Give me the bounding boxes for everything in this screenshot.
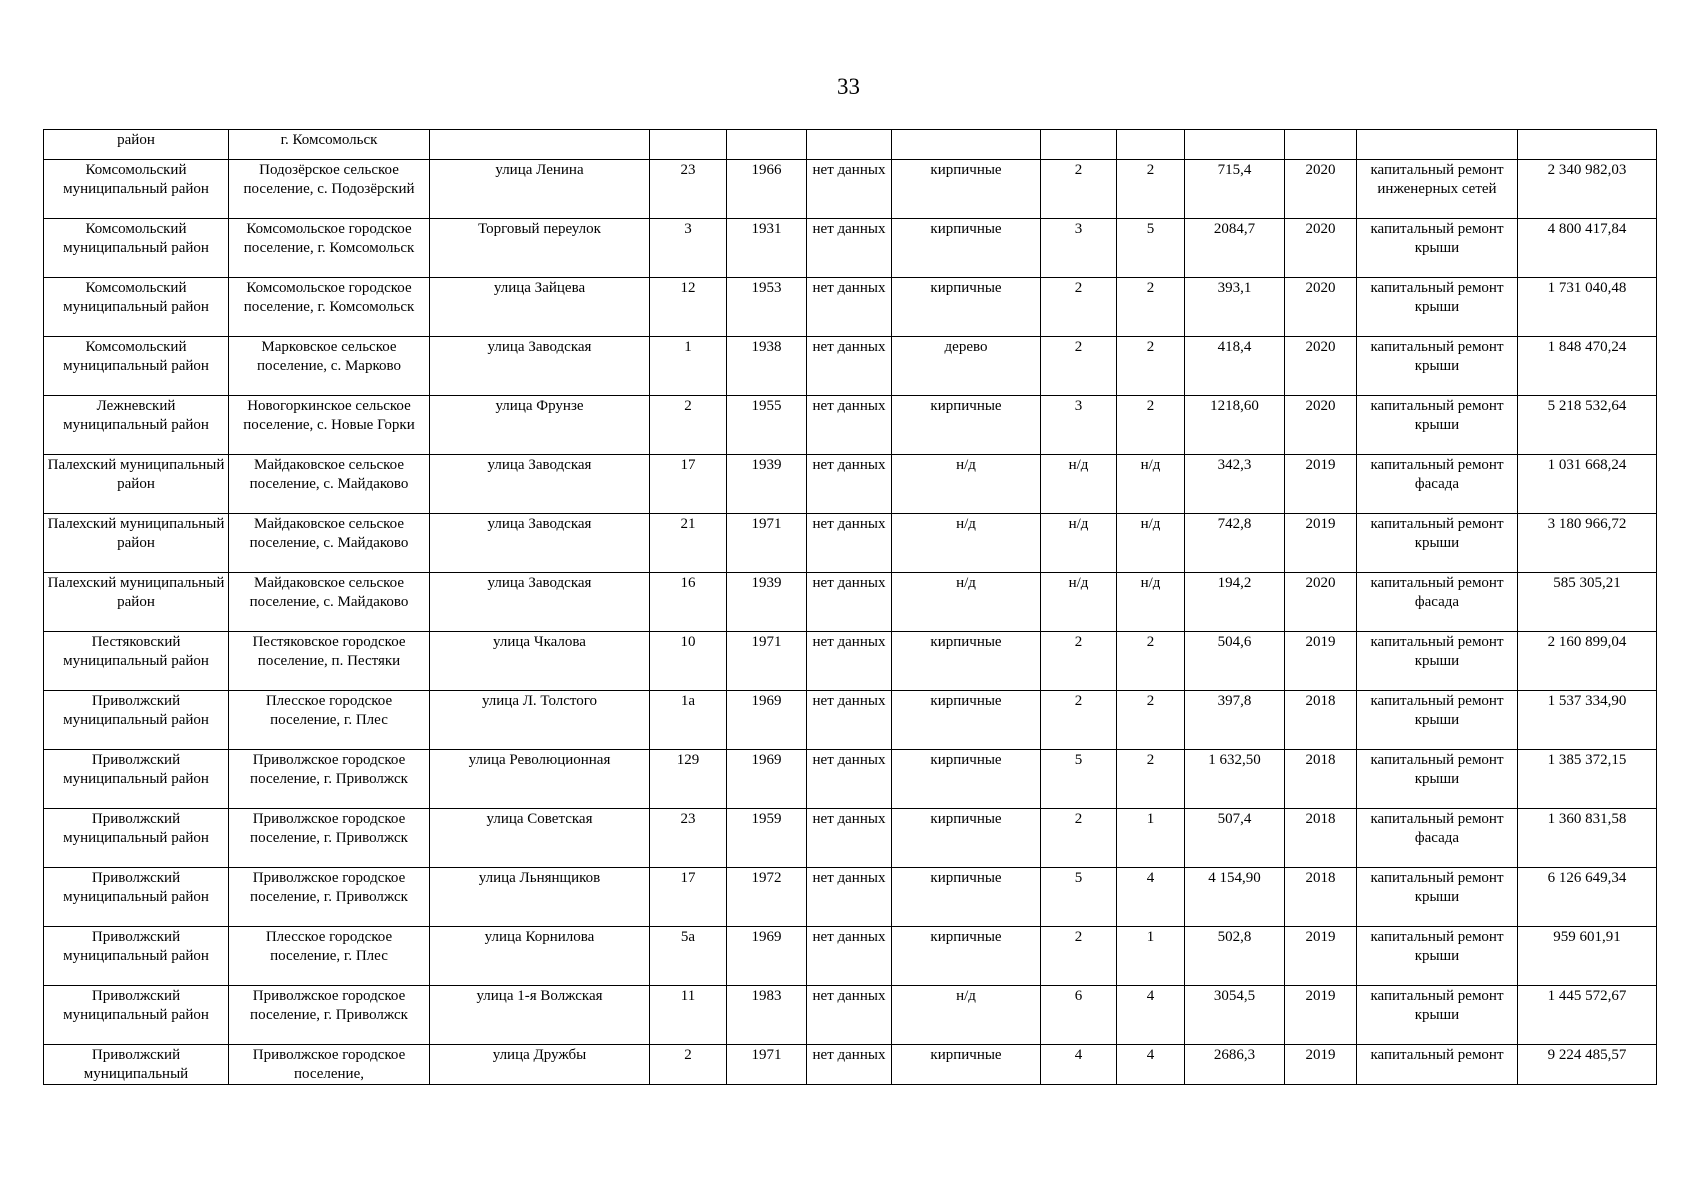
cell-build-year: 1959: [727, 809, 807, 868]
table-row: [44, 278, 1657, 337]
cell-area: 397,8: [1185, 691, 1285, 750]
cell-street: [430, 130, 650, 160]
cell-floors: 2: [1041, 809, 1117, 868]
cell-entrances: 5: [1117, 219, 1185, 278]
cell-wall-material: кирпичные: [892, 278, 1041, 337]
cell-build-year: 1953: [727, 278, 807, 337]
cell-house-number: 129: [650, 750, 727, 809]
cell-entrances: 2: [1117, 632, 1185, 691]
cell-floors: н/д: [1041, 455, 1117, 514]
table-row: [44, 396, 1657, 455]
cell-floors: 2: [1041, 278, 1117, 337]
cell-street: улица Чкалова: [430, 632, 650, 691]
cell-floors: 2: [1041, 160, 1117, 219]
cell-district: Приволжский муниципальный: [44, 1045, 229, 1085]
cell-repair-year: 2018: [1285, 750, 1357, 809]
cell-settlement: Майдаковское сельское поселение, с. Майдаково: [229, 514, 430, 573]
cell-settlement: Марковское сельское поселение, с. Марково: [229, 337, 430, 396]
cell-settlement: Новогоркинское сельское поселение, с. Новые Горки: [229, 396, 430, 455]
cell-settlement: Приволжское городское поселение,: [229, 1045, 430, 1085]
cell-build-year: 1955: [727, 396, 807, 455]
cell-repair-type: капитальный ремонт крыши: [1357, 691, 1518, 750]
cell-cost: 3 180 966,72: [1518, 514, 1657, 573]
cell-entrances: 2: [1117, 750, 1185, 809]
table-row: [44, 809, 1657, 868]
cell-wall-material: н/д: [892, 455, 1041, 514]
cell-wall-material: кирпичные: [892, 927, 1041, 986]
cell-entrances: 4: [1117, 868, 1185, 927]
cell-house-number: 5а: [650, 927, 727, 986]
cell-repair-year: 2019: [1285, 1045, 1357, 1085]
cell-build-year: 1938: [727, 337, 807, 396]
cell-floors: 6: [1041, 986, 1117, 1045]
cell-cost: 2 340 982,03: [1518, 160, 1657, 219]
cell-repair-year: 2019: [1285, 514, 1357, 573]
cell-street: улица Заводская: [430, 514, 650, 573]
cell-repair-year: 2019: [1285, 986, 1357, 1045]
cell-cost: 1 537 334,90: [1518, 691, 1657, 750]
cell-district: Комсомольский муниципальный район: [44, 160, 229, 219]
cell-settlement: Приволжское городское поселение, г. Приволжск: [229, 868, 430, 927]
cell-district: Приволжский муниципальный район: [44, 691, 229, 750]
cell-district: Комсомольский муниципальный район: [44, 278, 229, 337]
cell-settlement: Приволжское городское поселение, г. Приволжск: [229, 750, 430, 809]
cell-area: 393,1: [1185, 278, 1285, 337]
cell-data-status: нет данных: [807, 514, 892, 573]
cell-floors: 2: [1041, 691, 1117, 750]
cell-area: 1218,60: [1185, 396, 1285, 455]
cell-floors: 4: [1041, 1045, 1117, 1085]
cell-wall-material: н/д: [892, 573, 1041, 632]
cell-street: улица Ленина: [430, 160, 650, 219]
cell-repair-type: капитальный ремонт крыши: [1357, 396, 1518, 455]
cell-settlement: Пестяковское городское поселение, п. Пестяки: [229, 632, 430, 691]
table-row: [44, 514, 1657, 573]
cell-cost: 6 126 649,34: [1518, 868, 1657, 927]
cell-floors: н/д: [1041, 573, 1117, 632]
cell-data-status: нет данных: [807, 809, 892, 868]
cell-street: улица Дружбы: [430, 1045, 650, 1085]
cell-entrances: 1: [1117, 927, 1185, 986]
page-number: 33: [837, 74, 860, 99]
cell-area: 342,3: [1185, 455, 1285, 514]
cell-wall-material: н/д: [892, 514, 1041, 573]
cell-wall-material: кирпичные: [892, 868, 1041, 927]
cell-floors: н/д: [1041, 514, 1117, 573]
cell-floors: 2: [1041, 337, 1117, 396]
cell-repair-type: капитальный ремонт фасада: [1357, 809, 1518, 868]
cell-data-status: нет данных: [807, 750, 892, 809]
cell-area: 2686,3: [1185, 1045, 1285, 1085]
cell-street: Торговый переулок: [430, 219, 650, 278]
cell-settlement: г. Комсомольск: [229, 130, 430, 160]
cell-repair-year: 2019: [1285, 632, 1357, 691]
cell-entrances: 2: [1117, 691, 1185, 750]
cell-data-status: нет данных: [807, 691, 892, 750]
cell-area: 507,4: [1185, 809, 1285, 868]
cell-build-year: 1966: [727, 160, 807, 219]
cell-entrances: 2: [1117, 160, 1185, 219]
cell-cost: 4 800 417,84: [1518, 219, 1657, 278]
cell-build-year: 1969: [727, 691, 807, 750]
cell-entrances: 4: [1117, 1045, 1185, 1085]
cell-wall-material: н/д: [892, 986, 1041, 1045]
cell-district: Палехский муниципальный район: [44, 455, 229, 514]
cell-entrances: 2: [1117, 396, 1185, 455]
cell-street: улица Зайцева: [430, 278, 650, 337]
cell-area: 715,4: [1185, 160, 1285, 219]
cell-build-year: 1969: [727, 927, 807, 986]
table-row: [44, 691, 1657, 750]
cell-repair-type: капитальный ремонт крыши: [1357, 278, 1518, 337]
cell-entrances: 4: [1117, 986, 1185, 1045]
cell-house-number: 10: [650, 632, 727, 691]
cell-area: 504,6: [1185, 632, 1285, 691]
cell-area: 742,8: [1185, 514, 1285, 573]
cell-wall-material: кирпичные: [892, 632, 1041, 691]
table-row: [44, 573, 1657, 632]
cell-repair-year: 2018: [1285, 691, 1357, 750]
cell-entrances: 2: [1117, 278, 1185, 337]
cell-build-year: 1939: [727, 455, 807, 514]
cell-build-year: 1972: [727, 868, 807, 927]
table-row: [44, 160, 1657, 219]
cell-house-number: 17: [650, 455, 727, 514]
cell-area: 194,2: [1185, 573, 1285, 632]
cell-settlement: Приволжское городское поселение, г. Приволжск: [229, 986, 430, 1045]
cell-street: улица 1-я Волжская: [430, 986, 650, 1045]
cell-settlement: Майдаковское сельское поселение, с. Майдаково: [229, 573, 430, 632]
cell-house-number: 1а: [650, 691, 727, 750]
housing-repair-table: [43, 129, 1657, 1085]
cell-house-number: 16: [650, 573, 727, 632]
cell-repair-year: 2018: [1285, 868, 1357, 927]
cell-floors: 5: [1041, 750, 1117, 809]
cell-cost: 9 224 485,57: [1518, 1045, 1657, 1085]
cell-settlement: Комсомольское городское поселение, г. Комсомольск: [229, 278, 430, 337]
cell-entrances: н/д: [1117, 573, 1185, 632]
cell-house-number: 23: [650, 809, 727, 868]
cell-cost: 1 360 831,58: [1518, 809, 1657, 868]
cell-district: Комсомольский муниципальный район: [44, 219, 229, 278]
cell-settlement: Комсомольское городское поселение, г. Комсомольск: [229, 219, 430, 278]
cell-cost: 2 160 899,04: [1518, 632, 1657, 691]
cell-wall-material: кирпичные: [892, 809, 1041, 868]
cell-repair-year: [1285, 130, 1357, 160]
table-row: [44, 750, 1657, 809]
cell-cost: [1518, 130, 1657, 160]
cell-wall-material: кирпичные: [892, 750, 1041, 809]
cell-build-year: 1969: [727, 750, 807, 809]
cell-area: 502,8: [1185, 927, 1285, 986]
table-row: [44, 868, 1657, 927]
cell-house-number: 2: [650, 396, 727, 455]
table-row: [44, 927, 1657, 986]
cell-district: Приволжский муниципальный район: [44, 809, 229, 868]
cell-entrances: [1117, 130, 1185, 160]
cell-cost: 1 385 372,15: [1518, 750, 1657, 809]
cell-repair-year: 2018: [1285, 809, 1357, 868]
cell-repair-year: 2020: [1285, 337, 1357, 396]
cell-data-status: нет данных: [807, 396, 892, 455]
cell-floors: [1041, 130, 1117, 160]
cell-cost: 959 601,91: [1518, 927, 1657, 986]
cell-wall-material: кирпичные: [892, 160, 1041, 219]
cell-data-status: нет данных: [807, 278, 892, 337]
cell-wall-material: кирпичные: [892, 396, 1041, 455]
cell-street: улица Заводская: [430, 573, 650, 632]
cell-street: улица Льнянщиков: [430, 868, 650, 927]
cell-data-status: нет данных: [807, 927, 892, 986]
cell-data-status: нет данных: [807, 160, 892, 219]
cell-settlement: Плесское городское поселение, г. Плес: [229, 691, 430, 750]
cell-house-number: [650, 130, 727, 160]
cell-data-status: нет данных: [807, 1045, 892, 1085]
cell-data-status: нет данных: [807, 337, 892, 396]
table-row: [44, 1045, 1657, 1085]
cell-area: 2084,7: [1185, 219, 1285, 278]
cell-area: 1 632,50: [1185, 750, 1285, 809]
cell-build-year: [727, 130, 807, 160]
cell-house-number: 3: [650, 219, 727, 278]
cell-house-number: 11: [650, 986, 727, 1045]
cell-settlement: Подозёрское сельское поселение, с. Подозёрский: [229, 160, 430, 219]
cell-data-status: нет данных: [807, 868, 892, 927]
cell-entrances: н/д: [1117, 455, 1185, 514]
cell-house-number: 17: [650, 868, 727, 927]
cell-area: 418,4: [1185, 337, 1285, 396]
cell-wall-material: кирпичные: [892, 1045, 1041, 1085]
cell-floors: 2: [1041, 632, 1117, 691]
cell-settlement: Майдаковское сельское поселение, с. Майдаково: [229, 455, 430, 514]
cell-data-status: [807, 130, 892, 160]
cell-wall-material: кирпичные: [892, 219, 1041, 278]
cell-floors: 2: [1041, 927, 1117, 986]
cell-repair-type: капитальный ремонт крыши: [1357, 927, 1518, 986]
cell-street: улица Фрунзе: [430, 396, 650, 455]
cell-cost: 5 218 532,64: [1518, 396, 1657, 455]
cell-street: улица Советская: [430, 809, 650, 868]
cell-district: Приволжский муниципальный район: [44, 868, 229, 927]
cell-repair-type: капитальный ремонт крыши: [1357, 514, 1518, 573]
cell-area: 3054,5: [1185, 986, 1285, 1045]
cell-build-year: 1931: [727, 219, 807, 278]
cell-build-year: 1983: [727, 986, 807, 1045]
cell-street: улица Заводская: [430, 455, 650, 514]
cell-cost: 1 848 470,24: [1518, 337, 1657, 396]
cell-wall-material: [892, 130, 1041, 160]
cell-floors: 3: [1041, 219, 1117, 278]
table-row: [44, 455, 1657, 514]
cell-floors: 3: [1041, 396, 1117, 455]
cell-floors: 5: [1041, 868, 1117, 927]
cell-data-status: нет данных: [807, 455, 892, 514]
cell-repair-type: капитальный ремонт крыши: [1357, 986, 1518, 1045]
cell-repair-year: 2020: [1285, 573, 1357, 632]
cell-area: [1185, 130, 1285, 160]
cell-data-status: нет данных: [807, 573, 892, 632]
cell-cost: 1 031 668,24: [1518, 455, 1657, 514]
cell-house-number: 12: [650, 278, 727, 337]
cell-district: Пестяковский муниципальный район: [44, 632, 229, 691]
cell-house-number: 2: [650, 1045, 727, 1085]
cell-data-status: нет данных: [807, 986, 892, 1045]
table-row: [44, 337, 1657, 396]
cell-repair-type: [1357, 130, 1518, 160]
cell-street: улица Л. Толстого: [430, 691, 650, 750]
table-row: [44, 986, 1657, 1045]
cell-settlement: Плесское городское поселение, г. Плес: [229, 927, 430, 986]
cell-entrances: 2: [1117, 337, 1185, 396]
cell-repair-year: 2020: [1285, 219, 1357, 278]
cell-street: улица Революционная: [430, 750, 650, 809]
table-row: [44, 130, 1657, 160]
cell-repair-type: капитальный ремонт инженерных сетей: [1357, 160, 1518, 219]
cell-data-status: нет данных: [807, 632, 892, 691]
cell-house-number: 23: [650, 160, 727, 219]
cell-district: Палехский муниципальный район: [44, 514, 229, 573]
cell-district: Палехский муниципальный район: [44, 573, 229, 632]
cell-repair-year: 2019: [1285, 455, 1357, 514]
table-row: [44, 632, 1657, 691]
cell-repair-year: 2020: [1285, 278, 1357, 337]
cell-house-number: 1: [650, 337, 727, 396]
cell-wall-material: дерево: [892, 337, 1041, 396]
cell-repair-year: 2020: [1285, 396, 1357, 455]
cell-district: Лежневский муниципальный район: [44, 396, 229, 455]
cell-build-year: 1971: [727, 632, 807, 691]
cell-district: Приволжский муниципальный район: [44, 750, 229, 809]
cell-data-status: нет данных: [807, 219, 892, 278]
cell-repair-year: 2020: [1285, 160, 1357, 219]
cell-build-year: 1939: [727, 573, 807, 632]
cell-district: Приволжский муниципальный район: [44, 927, 229, 986]
cell-entrances: 1: [1117, 809, 1185, 868]
cell-build-year: 1971: [727, 1045, 807, 1085]
cell-district: Комсомольский муниципальный район: [44, 337, 229, 396]
cell-repair-type: капитальный ремонт крыши: [1357, 337, 1518, 396]
cell-repair-type: капитальный ремонт фасада: [1357, 455, 1518, 514]
table-row: [44, 219, 1657, 278]
cell-cost: 1 445 572,67: [1518, 986, 1657, 1045]
cell-repair-type: капитальный ремонт: [1357, 1045, 1518, 1085]
cell-cost: 585 305,21: [1518, 573, 1657, 632]
cell-repair-type: капитальный ремонт крыши: [1357, 632, 1518, 691]
cell-repair-type: капитальный ремонт крыши: [1357, 219, 1518, 278]
cell-entrances: н/д: [1117, 514, 1185, 573]
cell-repair-type: капитальный ремонт фасада: [1357, 573, 1518, 632]
cell-street: улица Корнилова: [430, 927, 650, 986]
cell-settlement: Приволжское городское поселение, г. Приволжск: [229, 809, 430, 868]
cell-repair-type: капитальный ремонт крыши: [1357, 868, 1518, 927]
cell-repair-year: 2019: [1285, 927, 1357, 986]
cell-build-year: 1971: [727, 514, 807, 573]
cell-district: Приволжский муниципальный район: [44, 986, 229, 1045]
cell-street: улица Заводская: [430, 337, 650, 396]
cell-repair-type: капитальный ремонт крыши: [1357, 750, 1518, 809]
cell-cost: 1 731 040,48: [1518, 278, 1657, 337]
cell-district: район: [44, 130, 229, 160]
cell-wall-material: кирпичные: [892, 691, 1041, 750]
cell-house-number: 21: [650, 514, 727, 573]
cell-area: 4 154,90: [1185, 868, 1285, 927]
